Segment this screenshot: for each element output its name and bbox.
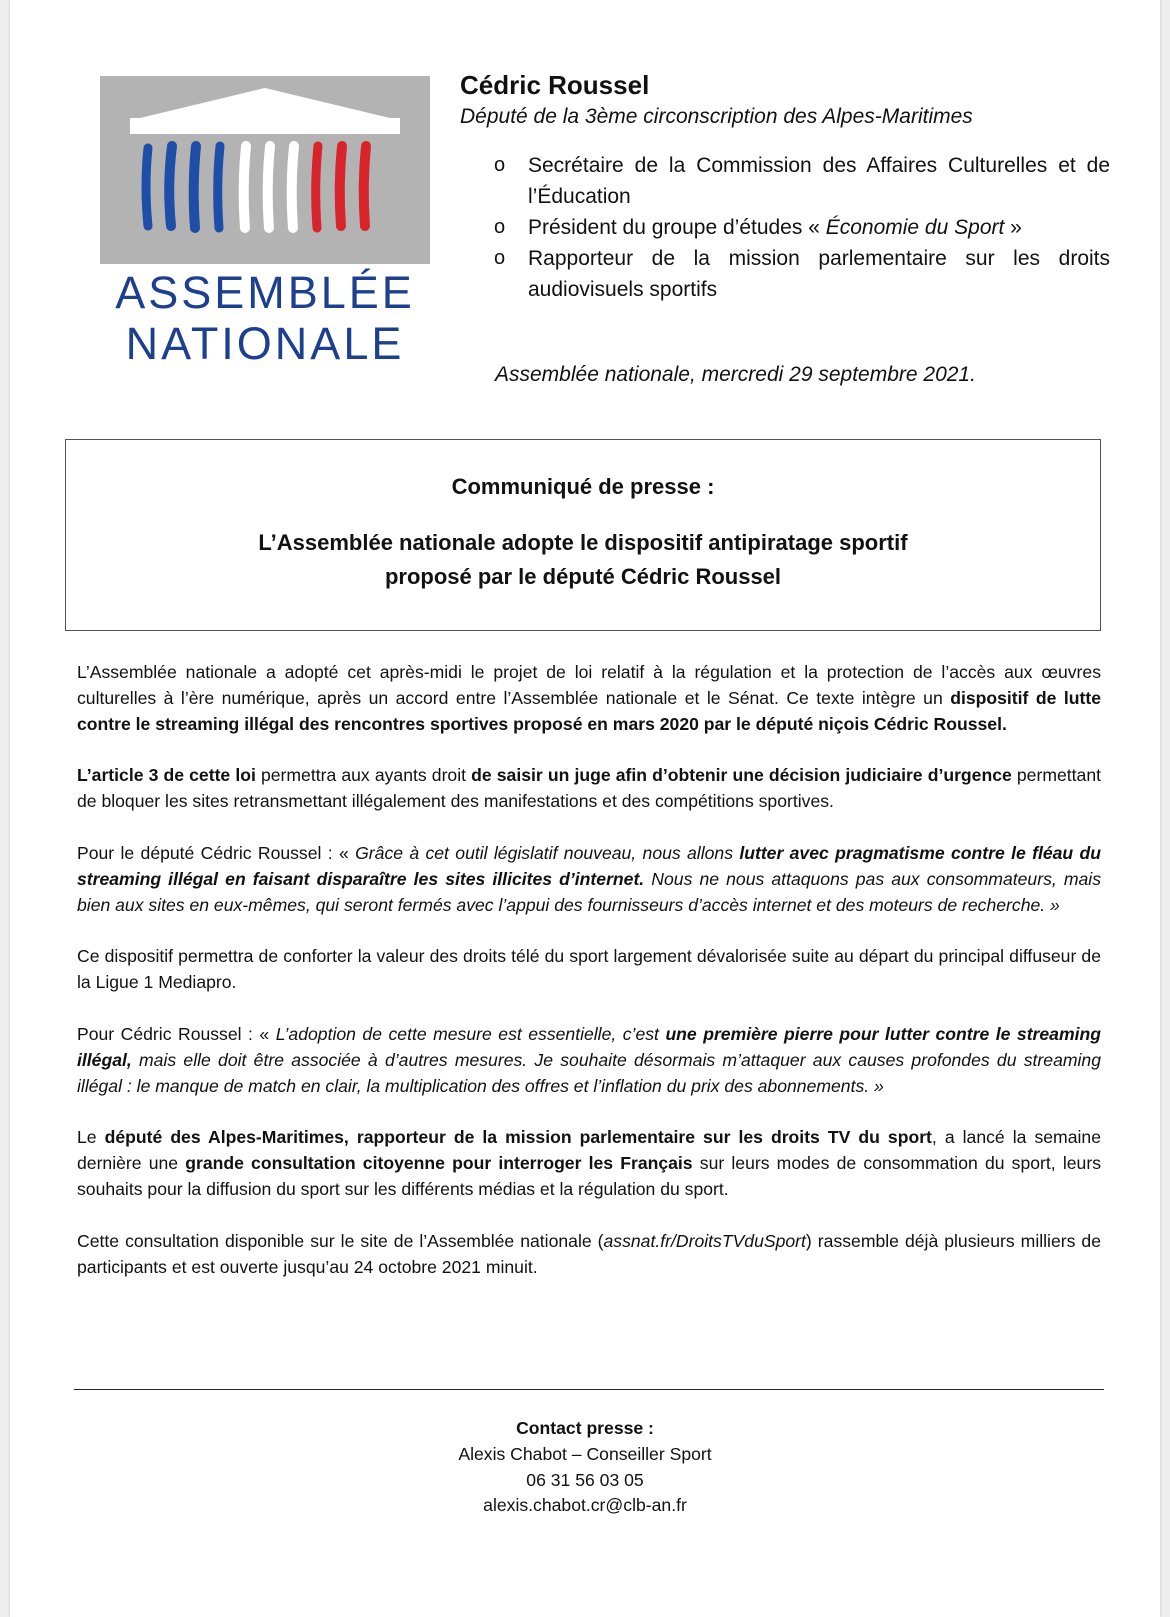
bold-run: de saisir un juge afin d’obtenir une décision judiciaire d’urgence — [471, 765, 1012, 786]
bold-italic-run: lutter avec pragmatisme contre le fléau du streaming illégal en faisant disparaître les sites illicites d’internet. — [77, 842, 1101, 889]
bold-italic-run: une première pierre pour lutter contre le streaming illégal, — [77, 1023, 1101, 1070]
bullet-icon: o — [494, 247, 506, 269]
assemblee-nationale-logo — [100, 76, 430, 366]
press-release-label: Communiqué de presse : — [451, 474, 715, 499]
italic-run: Nous ne nous attaquons pas aux consommateurs, mais bien aux sites en eux-mêmes, qui seront fermés avec l’appui des fournisseurs d’accès internet et des moteurs de recherche. » — [77, 868, 1101, 915]
headline-line1: L’Assemblée nationale adopte le dispositif antipiratage sportif — [258, 530, 908, 555]
logo-text-line1: ASSEMBLÉE — [115, 267, 415, 318]
logo-text-line2: NATIONALE — [125, 318, 405, 366]
role-text: Secrétaire de la Commission des Affaires Culturelles et de l’Éducation — [528, 154, 1110, 208]
paragraph — [77, 1022, 1101, 1099]
press-contact — [10, 1416, 1160, 1519]
contact-email: alexis.chabot.cr@clb-an.fr — [483, 1495, 687, 1516]
bold-run: grande consultation citoyenne pour interroger les Français — [185, 1153, 693, 1174]
role-text-italic: Économie du Sport — [825, 216, 1005, 239]
bold-run: député des Alpes-Maritimes, rapporteur de la mission parlementaire sur les droits TV du sport — [104, 1127, 932, 1148]
contact-label: Contact presse : — [516, 1418, 654, 1438]
contact-name: Alexis Chabot – Conseiller Sport — [458, 1443, 712, 1464]
text-run: permettant de bloquer les sites retransmettant illégalement des manifestations et des compétitions sportives. — [77, 765, 1101, 812]
role-item — [494, 150, 1110, 212]
paragraph — [77, 841, 1101, 918]
text-run: permettra aux ayants droit — [255, 765, 472, 786]
paragraph — [77, 1125, 1101, 1202]
role-text: Rapporteur de la mission parlementaire sur les droits audiovisuels sportifs — [528, 247, 1110, 301]
role-text: Président du groupe d’études « — [528, 216, 826, 239]
paragraph — [77, 1229, 1101, 1281]
consultation-url: assnat.fr/DroitsTVduSport — [603, 1230, 806, 1251]
author-header — [460, 68, 1110, 305]
paragraph — [77, 763, 1101, 815]
text-run: sur leurs modes de consommation du sport, leurs souhaits pour la diffusion du sport sur les différents médias et la régulation du sport. — [77, 1153, 1101, 1199]
role-item — [494, 212, 1110, 243]
text-run: Cette consultation disponible sur le site de l’Assemblée nationale ( — [77, 1230, 604, 1251]
text-run: Le — [77, 1127, 105, 1148]
article-body — [77, 660, 1101, 1306]
press-release-headline — [66, 526, 1100, 594]
italic-run: L’adoption de cette mesure est essentielle, c’est — [275, 1023, 666, 1044]
italic-run: Grâce à cet outil législatif nouveau, nous allons — [355, 842, 740, 863]
text-run: ) rassemble déjà plusieurs milliers de participants et est ouverte jusqu’au 24 octobre 2021 minuit. — [77, 1230, 1101, 1277]
italic-run: mais elle doit être associée à d’autres mesures. Je souhaite désormais m’attaquer aux causes profondes du streaming illégal : le manque de match en clair, la multiplication des offres et l’inflation du prix des abonnements. » — [77, 1049, 1101, 1096]
paragraph: Ce dispositif permettra de conforter la valeur des droits télé du sport largement dévalorisée suite au départ du principal diffuseur de la Ligue 1 Mediapro. — [77, 946, 1101, 993]
headline-line2: proposé par le député Cédric Roussel — [384, 564, 782, 589]
dateline: Assemblée nationale, mercredi 29 septembre 2021. — [495, 363, 976, 386]
text-run: Pour le député Cédric Roussel : « — [77, 842, 356, 863]
text-run: L’Assemblée nationale a adopté cet après-midi le projet de loi relatif à la régulation et la protection de l’accès aux œuvres culturelles à l’ère numérique, après un accord entre l’Assemblée nationale et le Sénat. Ce texte intègre un — [77, 662, 1101, 708]
bullet-icon: o — [494, 216, 506, 238]
roles-list — [460, 150, 1110, 305]
press-release-title-box — [65, 439, 1101, 631]
divider — [74, 1389, 1104, 1390]
author-name: Cédric Roussel — [460, 70, 650, 100]
logo-entablature — [130, 118, 400, 134]
text-run: Pour Cédric Roussel : « — [77, 1023, 276, 1044]
bold-run: L’article 3 de cette loi — [77, 765, 256, 786]
document-page — [10, 0, 1160, 1617]
author-subtitle: Député de la 3ème circonscription des Alpes-Maritimes — [460, 105, 973, 128]
text-run: , a lancé la semaine dernière une — [77, 1127, 1101, 1174]
contact-phone: 06 31 56 03 05 — [526, 1469, 644, 1490]
role-item — [494, 243, 1110, 305]
bullet-icon: o — [494, 154, 506, 176]
bold-run: dispositif de lutte contre le streaming illégal des rencontres sportives proposé en mars 2020 par le député niçois Cédric Roussel. — [77, 687, 1102, 734]
role-text: » — [1004, 216, 1022, 239]
paragraph — [77, 660, 1101, 737]
